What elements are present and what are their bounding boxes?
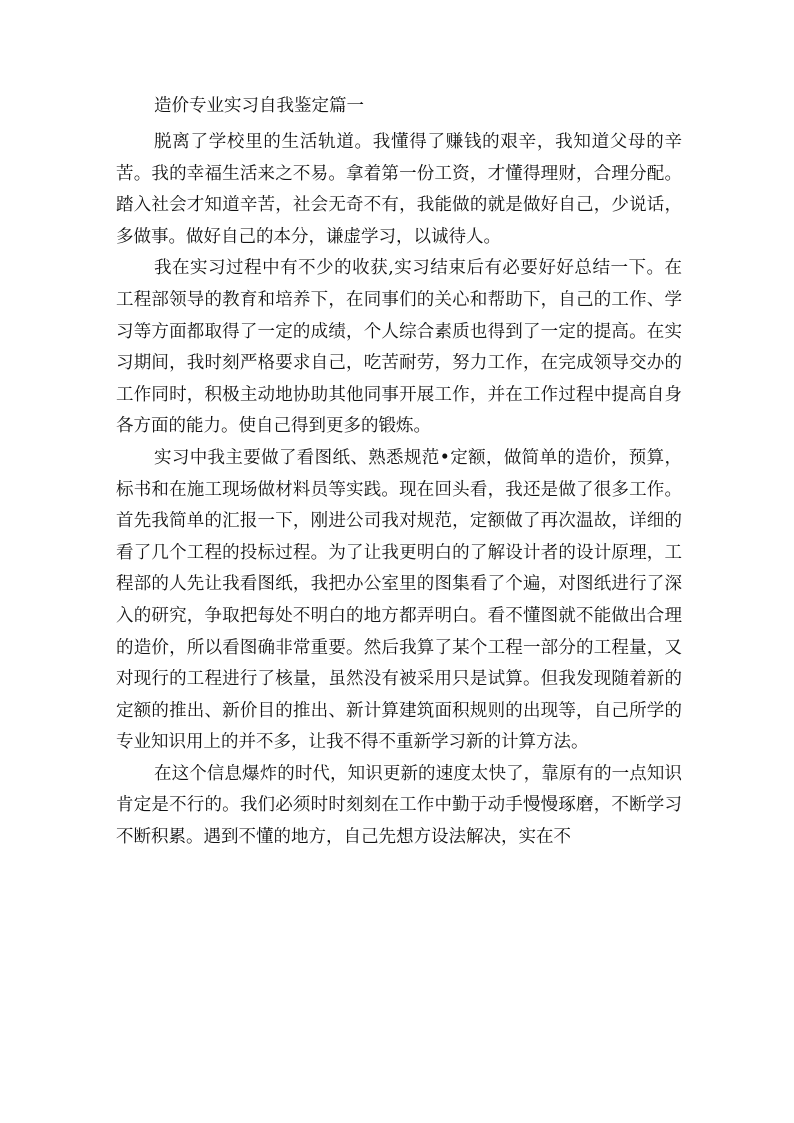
document-body bbox=[116, 93, 682, 854]
paragraph: 在这个信息爆炸的时代，知识更新的速度太快了，靠原有的一点知识肯定是不行的。我们必须时时刻刻在工作中勤于动手慢慢琢磨，不断学习不断积累。遇到不懂的地方，自己先想方设法解决，实在不 bbox=[116, 763, 682, 848]
document-title: 造价专业实习自我鉴定篇一 bbox=[154, 96, 364, 116]
paragraph: 脱离了学校里的生活轨道。我懂得了赚钱的艰辛，我知道父母的辛苦。我的幸福生活来之不易。拿着第一份工资，才懂得理财，合理分配。踏入社会才知道辛苦，社会无奇不有，我能做的就是做好自己，少说话，多做事。做好自己的本分，谦虚学习，以诚待人。 bbox=[116, 132, 682, 247]
paragraph: 实习中我主要做了看图纸、熟悉规范•定额，做简单的造价，预算，标书和在施工现场做材料员等实践。现在回头看，我还是做了很多工作。首先我简单的汇报一下，刚进公司我对规范，定额做了再次温故，详细的看了几个工程的投标过程。为了让我更明白的了解设计者的设计原理，工程部的人先让我看图纸，我把办公室里的图集看了个遍，对图纸进行了深入的研究，争取把每处不明白的地方都弄明白。看不懂图就不能做出合理的造价，所以看图确非常重要。然后我算了某个工程一部分的工程量，又对现行的工程进行了核量，虽然没有被采用只是试算。但我发现随着新的定额的推出、新价目的推出、新计算建筑面积规则的出现等，自己所学的专业知识用上的并不多，让我不得不重新学习新的计算方法。 bbox=[116, 447, 682, 753]
paragraph: 我在实习过程中有不少的收获,实习结束后有必要好好总结一下。在工程部领导的教育和培养下，在同事们的关心和帮助下，自己的工作、学习等方面都取得了一定的成绩，个人综合素质也得到了一定的提高。在实习期间，我时刻严格要求自己，吃苦耐劳，努力工作，在完成领导交办的工作同时，积极主动地协助其他同事开展工作，并在工作过程中提高自身各方面的能力。使自己得到更多的锻炼。 bbox=[116, 258, 682, 437]
